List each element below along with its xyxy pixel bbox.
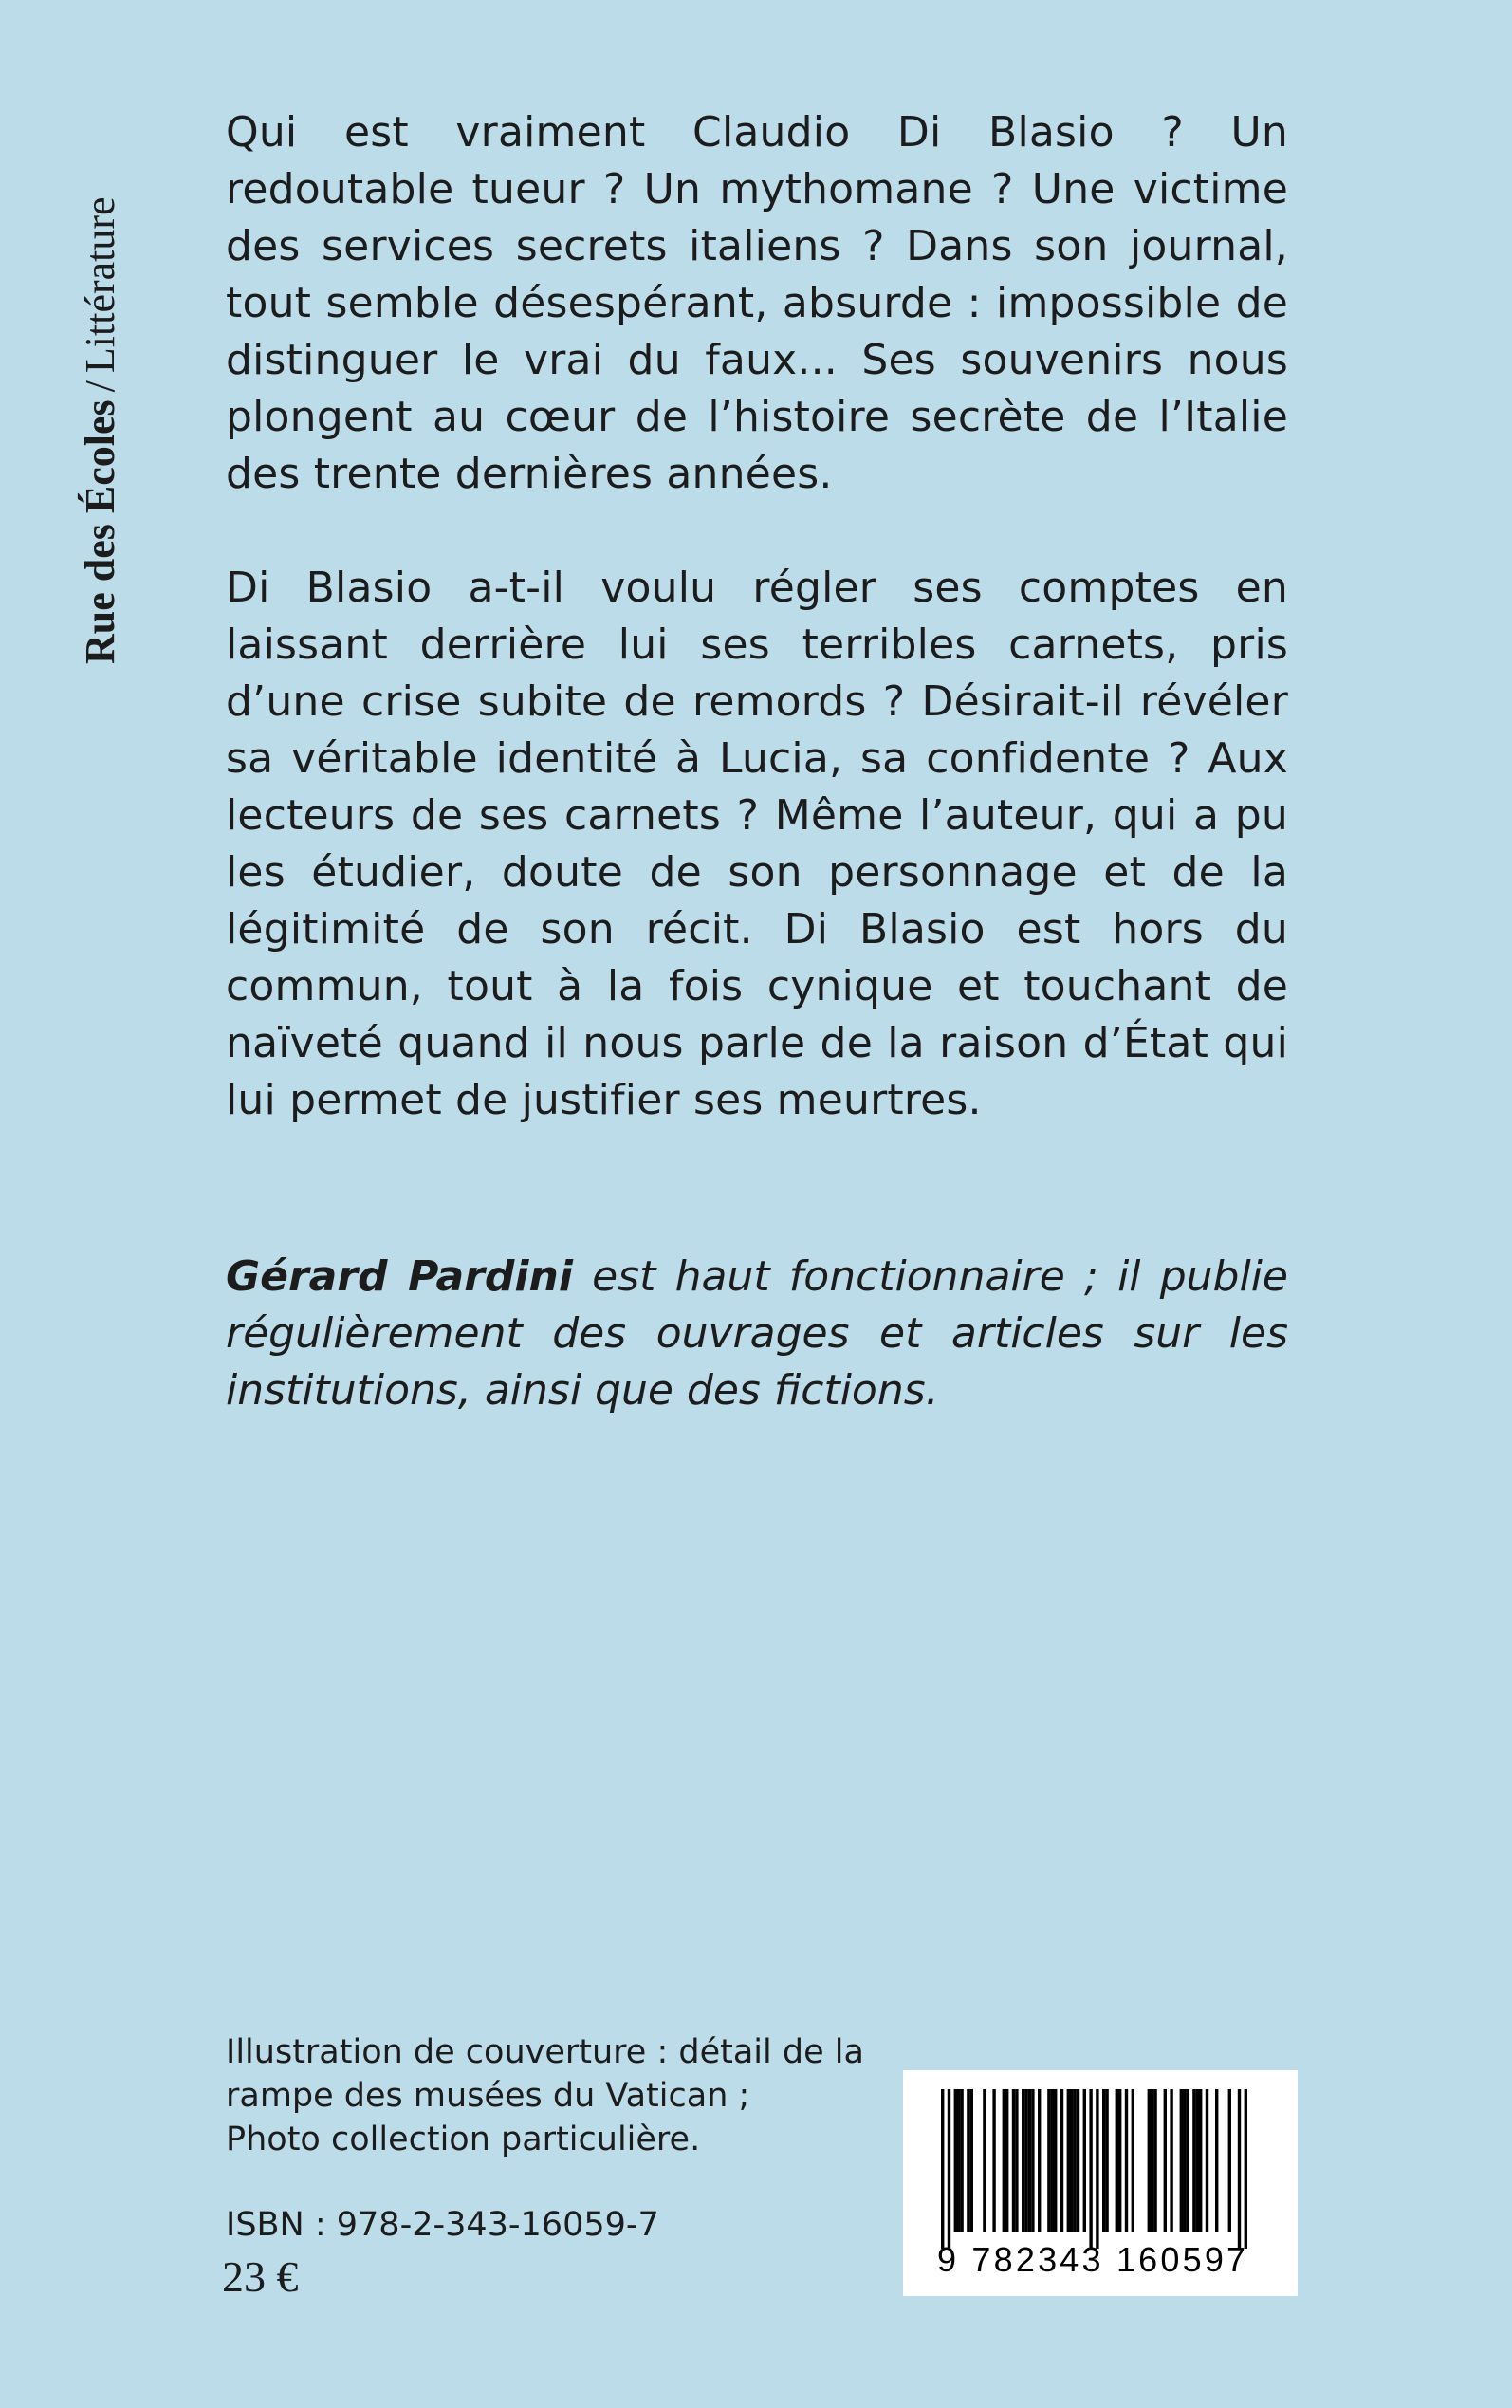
barcode-bar — [1132, 2089, 1134, 2232]
barcode-bar — [1047, 2089, 1050, 2232]
cover-credits — [226, 2030, 890, 2161]
barcode-bar — [992, 2089, 995, 2232]
barcode-bar — [1070, 2089, 1073, 2232]
barcode-bar — [1067, 2089, 1070, 2232]
barcode-bar — [954, 2089, 957, 2232]
credits-line-2: rampe des musées du Vatican ; — [226, 2077, 750, 2115]
barcode-bar — [1199, 2089, 1202, 2232]
credits-line-1: Illustration de couverture : détail de la — [226, 2033, 864, 2071]
barcode-bar — [948, 2089, 950, 2249]
barcode-bar — [1077, 2089, 1079, 2232]
barcode-bar — [957, 2089, 960, 2232]
barcode-bar — [941, 2089, 944, 2249]
barcode-bar — [1051, 2089, 1054, 2232]
author-name: Gérard Pardini — [226, 1252, 573, 1301]
barcode-bar — [1028, 2089, 1031, 2232]
barcode-bar — [1186, 2089, 1189, 2232]
barcode-bar — [1024, 2089, 1027, 2232]
blurb-paragraph-2: Di Blasio a-t-il voulu régler ses comptes en laissant derrière lui ses terribles carnets, pris d’une crise subite de remords ? Désirait-il révéler sa véritable identité à Lucia, sa confidente ? Aux lecteurs de ses carnets ? Même l’auteur, qui a pu les étudier, doute de son personnage et de la légitimité de son récit. Di Blasio est hors du commun, tout à la fois cynique et touchant de naïveté quand il nous parle de la raison d’État qui lui permet de justifier ses meurtres. — [226, 564, 1288, 1124]
author-bio — [226, 1249, 1288, 1419]
barcode-bar — [1118, 2089, 1121, 2232]
barcode-bar — [1183, 2089, 1186, 2232]
barcode-bar — [1038, 2089, 1041, 2232]
barcode-bar — [1083, 2089, 1086, 2232]
barcode-bar — [1180, 2089, 1183, 2232]
barcode-digits: 9 782343 160597 — [937, 2240, 1249, 2279]
barcode-bar — [1054, 2089, 1057, 2232]
barcode-bar — [1073, 2089, 1076, 2232]
price: 23 € — [222, 2252, 299, 2301]
series-name: Rue des Écoles — [77, 399, 123, 664]
barcode-bar — [1022, 2089, 1024, 2232]
barcode-bar — [1153, 2089, 1156, 2232]
barcode-bar — [1125, 2089, 1128, 2232]
barcode-bar — [1096, 2089, 1098, 2249]
barcode-bar — [1005, 2089, 1008, 2232]
credits-line-3: Photo collection particulière. — [226, 2121, 701, 2158]
barcode-bar — [1170, 2089, 1172, 2232]
barcode-bar — [1245, 2089, 1247, 2249]
barcode-bar — [1148, 2089, 1151, 2232]
spine-text — [74, 95, 127, 664]
barcode-bar — [1060, 2089, 1063, 2232]
barcode-bar — [1228, 2089, 1231, 2232]
barcode-bar — [967, 2089, 969, 2232]
barcode-bar — [1102, 2089, 1105, 2232]
barcode-bar — [1116, 2089, 1118, 2232]
barcode-bar — [970, 2089, 973, 2232]
barcode-bar — [1089, 2089, 1092, 2249]
barcode-bar — [1164, 2089, 1167, 2232]
barcode-bar — [1206, 2089, 1208, 2232]
barcode-bar — [1215, 2089, 1218, 2232]
barcode — [903, 2070, 1298, 2296]
book-blurb — [226, 104, 1288, 1129]
barcode-bar — [960, 2089, 963, 2232]
barcode-bar — [1012, 2089, 1015, 2232]
barcode-bar — [1192, 2089, 1195, 2232]
isbn-number: ISBN : 978-2-343-16059-7 — [226, 2206, 659, 2244]
barcode-bar — [1003, 2089, 1005, 2232]
barcode-bar — [1151, 2089, 1153, 2232]
author-bio-text: est haut fonctionnaire ; il publie régulièrement des ouvrages et articles sur les institutions, ainsi que des fictions. — [226, 1252, 1288, 1415]
blurb-paragraph-1: Qui est vraiment Claudio Di Blasio ? Un redoutable tueur ? Un mythomane ? Une victime des services secrets italiens ? Dans son journal, tout semble désespérant, absurde : impossible de distinguer le vrai du faux... Ses souvenirs nous plongent au cœur de l’histoire secrète de l’Italie des trente dernières années. — [226, 108, 1288, 498]
series-category: Littérature — [77, 196, 123, 374]
series-separator: / — [77, 380, 123, 393]
barcode-bar — [1031, 2089, 1034, 2232]
barcode-bar — [1015, 2089, 1018, 2232]
barcode-bar — [1238, 2089, 1241, 2249]
barcode-bar — [1196, 2089, 1199, 2232]
barcode-bar — [1105, 2089, 1108, 2232]
barcode-bar — [983, 2089, 986, 2232]
